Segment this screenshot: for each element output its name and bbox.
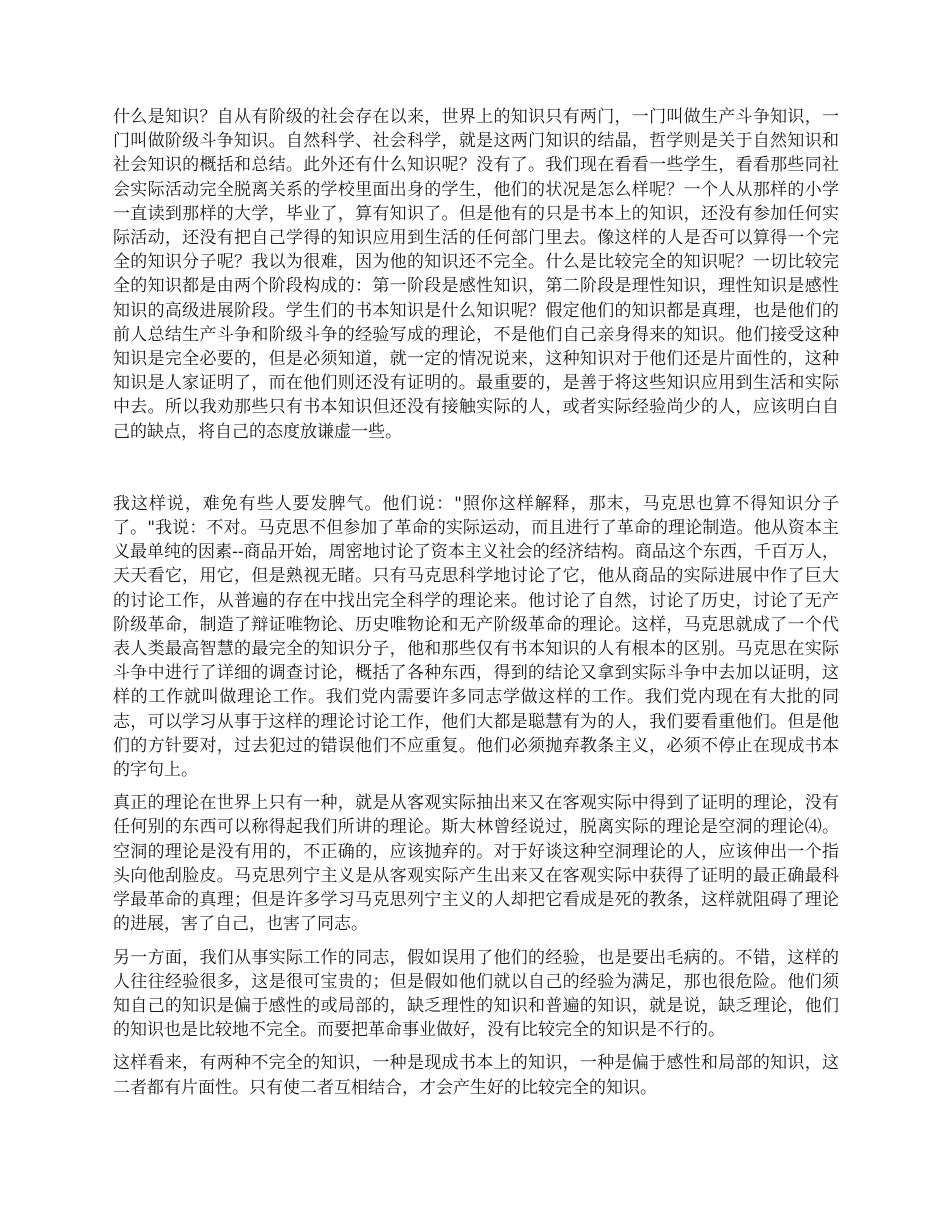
paragraph-5: 这样看来，有两种不完全的知识，一种是现成书本上的知识，一种是偏于感性和局部的知识，这二者都有片面性。只有使二者互相结合，才会产生好的比较完全的知识。	[113, 1053, 839, 1098]
paragraph-spacer	[113, 444, 839, 492]
document-body	[113, 105, 839, 1100]
paragraph-3: 真正的理论在世界上只有一种，就是从客观实际抽出来又在客观实际中得到了证明的理论，没有任何别的东西可以称得起我们所讲的理论。斯大林曾经说过，脱离实际的理论是空洞的理论⑷。空洞的理论是没有用的，不正确的，应该抛弃的。对于好谈这种空洞理论的人，应该伸出一个指头向他刮脸皮。马克思列宁主义是从客观实际产生出来又在客观实际中获得了证明的最正确最科学最革命的真理；但是许多学习马克思列宁主义的人却把它看成是死的教条，这样就阻碍了理论的进展，害了自己，也害了同志。	[113, 793, 839, 935]
paragraph-1: 什么是知识？自从有阶级的社会存在以来，世界上的知识只有两门，一门叫做生产斗争知识，一门叫做阶级斗争知识。自然科学、社会科学，就是这两门知识的结晶，哲学则是关于自然知识和社会知识的概括和总结。此外还有什么知识呢？没有了。我们现在看看一些学生，看看那些同社会实际活动完全脱离关系的学校里面出身的学生，他们的状况是怎么样呢？一个人从那样的小学一直读到那样的大学，毕业了，算有知识了。但是他有的只是书本上的知识，还没有参加任何实际活动，还没有把自己学得的知识应用到生活的任何部门里去。像这样的人是否可以算得一个完全的知识分子呢？我以为很难，因为他的知识还不完全。什么是比较完全的知识呢？一切比较完全的知识都是由两个阶段构成的：第一阶段是感性知识，第二阶段是理性知识，理性知识是感性知识的高级进展阶段。学生们的书本知识是什么知识呢？假定他们的知识都是真理，也是他们的前人总结生产斗争和阶级斗争的经验写成的理论，不是他们自己亲身得来的知识。他们接受这种知识是完全必要的，但是必须知道，就一定的情况说来，这种知识对于他们还是片面性的，这种知识是人家证明了，而在他们则还没有证明的。最重要的，是善于将这些知识应用到生活和实际中去。所以我劝那些只有书本知识但还没有接触实际的人，或者实际经验尚少的人，应该明白自己的缺点，将自己的态度放谦虚一些。	[113, 107, 839, 442]
paragraph-2: 我这样说，难免有些人要发脾气。他们说："照你这样解释，那末，马克思也算不得知识分子了。"我说：不对。马克思不但参加了革命的实际运动，而且进行了革命的理论制造。他从资本主义最单纯的因素--商品开始，周密地讨论了资本主义社会的经济结构。商品这个东西，千百万人，天天看它，用它，但是熟视无睹。只有马克思科学地讨论了它，他从商品的实际进展中作了巨大的讨论工作，从普遍的存在中找出完全科学的理论来。他讨论了自然，讨论了历史，讨论了无产阶级革命，制造了辩证唯物论、历史唯物论和无产阶级革命的理论。这样，马克思就成了一个代表人类最高智慧的最完全的知识分子，他和那些仅有书本知识的人有根本的区别。马克思在实际斗争中进行了详细的调查讨论，概括了各种东西，得到的结论又拿到实际斗争中去加以证明，这样的工作就叫做理论工作。我们党内需要许多同志学做这样的工作。我们党内现在有大批的同志，可以学习从事于这样的理论讨论工作，他们大都是聪慧有为的人，我们要看重他们。但是他们的方针要对，过去犯过的错误他们不应重复。他们必须抛弃教条主义，必须不停止在现成书本的字句上。	[113, 493, 839, 781]
paragraph-4: 另一方面，我们从事实际工作的同志，假如误用了他们的经验，也是要出毛病的。不错，这样的人往往经验很多，这是很可宝贵的；但是假如他们就以自己的经验为满足，那也很危险。他们须知自己的知识是偏于感性的或局部的，缺乏理性的知识和普遍的知识，就是说，缺乏理论，他们的知识也是比较地不完全。而要把革命事业做好，没有比较完全的知识是不行的。	[113, 947, 839, 1041]
